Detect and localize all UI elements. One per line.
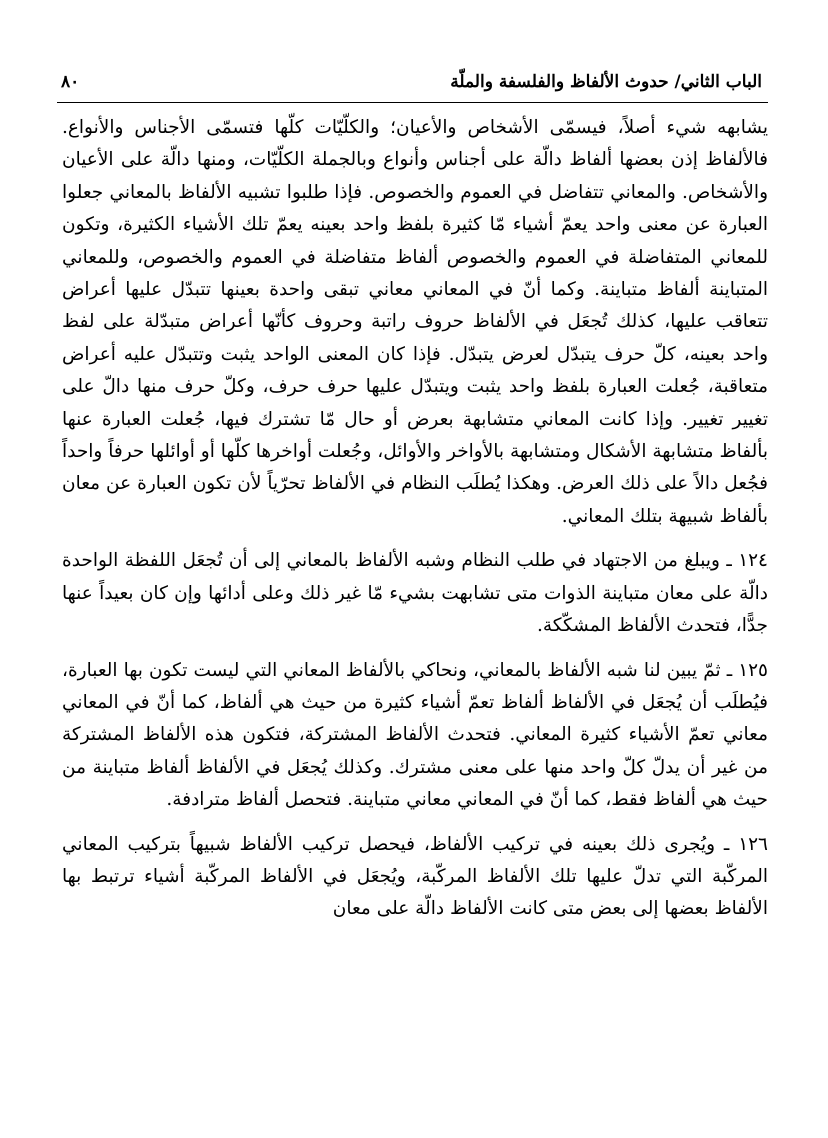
- body-text: [62, 112, 768, 926]
- running-title: الباب الثاني/ حدوث الألفاظ والفلسفة والملّة: [450, 72, 762, 92]
- page-number: ٨٠: [61, 72, 80, 92]
- page-header: [57, 62, 768, 103]
- paragraph-126: ١٢٦ ـ ويُجرى ذلك بعينه في تركيب الألفاظ، فيحصل تركيب الألفاظ شبيهاً بتركيب المعاني المركّبة التي تدلّ عليها تلك الألفاظ المركّبة، ويُجعَل في الألفاظ المركّبة أشياء ترتبط بها الألفاظ بعضها إلى بعض متى كانت الألفاظ دالّة على معان: [62, 833, 768, 920]
- paragraph-125: ١٢٥ ـ ثمّ يبين لنا شبه الألفاظ بالمعاني، ونحاكي بالألفاظ المعاني التي ليست تكون بها العبارة، فيُطلَب أن يُجعَل في الألفاظ ألفاظ تعمّ أشياء كثيرة من حيث هي ألفاظ، كما أنّ في المعاني معاني تعمّ الأشياء كثيرة المعاني. فتحدث الألفاظ المشتركة، فتكون هذه الألفاظ المشتركة من غير أن يدلّ كلّ واحد منها على معنى مشترك. وكذلك يُجعَل في الألفاظ ألفاظ متباينة من حيث هي ألفاظ فقط، كما أنّ في المعاني معاني متباينة. فتحصل ألفاظ مترادفة.: [62, 659, 768, 811]
- paragraph-continuation: يشابهه شيء أصلاً، فيسمّى الأشخاص والأعيان؛ والكلّيّات كلّها فتسمّى الأجناس والأنواع. فالألفاظ إذن بعضها ألفاظ دالّة على أجناس وأنواع وبالجملة الكلّيّات، ومنها دالّة على الأعيان والأشخاص. والمعاني تتفاضل في العموم والخصوص. فإذا طلبوا تشبيه الألفاظ بالمعاني جعلوا العبارة عن معنى واحد يعمّ أشياء مّا كثيرة بلفظ واحد بعينه يعمّ تلك الأشياء الكثيرة، وتكون للمعاني المتفاضلة في العموم والخصوص ألفاظ متفاضلة في العموم والخصوص، وللمعاني المتباينة ألفاظ متباينة. وكما أنّ في المعاني معاني تبقى واحدة بعينها تتبدّل عليها أعراض تتعاقب عليها، كذلك تُجعَل في الألفاظ حروف راتبة وحروف كأنّها أعراض متبدّلة على لفظ واحد بعينه، كلّ حرف يتبدّل لعرض يتبدّل. فإذا كان المعنى الواحد يثبت وتتبدّل عليه أعراض متعاقبة، جُعلت العبارة بلفظ واحد يثبت ويتبدّل عليها حرف حرف، وكلّ حرف منها دالّ على تغيير تغيير. وإذا كانت المعاني متشابهة بعرض أو حال مّا تشترك فيها، جُعلت العبارة عنها بألفاظ متشابهة الأشكال ومتشابهة بالأواخر والأوائل، وجُعلت أواخرها كلّها أو أوائلها حرفاً واحداً فجُعل دالاً على ذلك العرض. وهكذا يُطلَب النظام في الألفاظ تحرّياً لأن تكون العبارة عن معان بألفاظ شبيهة بتلك المعاني.: [62, 117, 768, 527]
- paragraph-124: ١٢٤ ـ ويبلغ من الاجتهاد في طلب النظام وشبه الألفاظ بالمعاني إلى أن تُجعَل اللفظة الواحدة دالّة على معان متباينة الذوات متى تشابهت بشيء مّا غير ذلك وعلى أدائها وإن كان بعيداً عنها جدًّا، فتحدث الألفاظ المشكّكة.: [62, 550, 768, 637]
